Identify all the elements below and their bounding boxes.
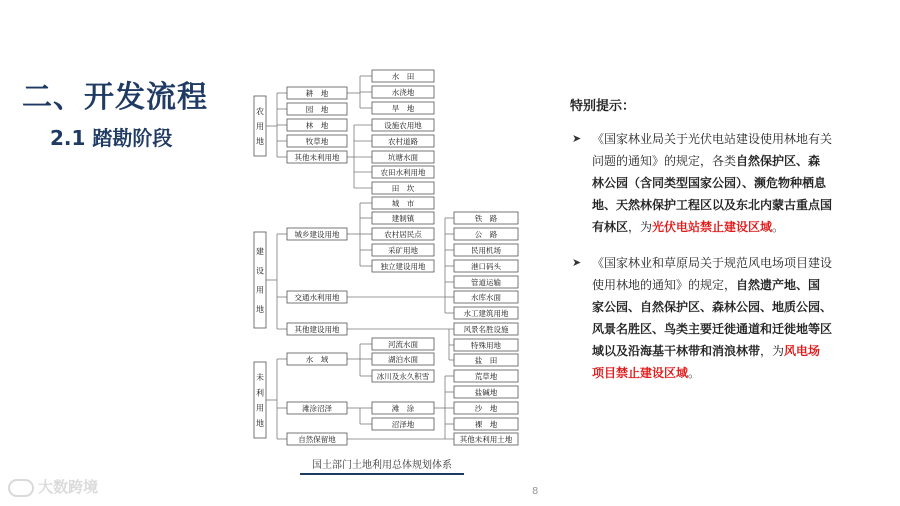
node-label: 盐 田 [474,356,498,365]
node-label: 林 地 [305,121,329,130]
arrow-bullet-icon: ➤ [572,132,582,145]
note-item-2 [570,252,832,384]
note-2-part-1: 《国家林业和草原局关于规范风电场项目建设使用林地的通知》的规定， [592,256,833,292]
node-label: 河流水面 [388,340,418,349]
root-label-char: 未 [256,373,264,383]
root-label-char: 地 [256,418,264,428]
logo-text: 大数跨境 [38,478,99,496]
root-label-char: 用 [256,122,264,131]
node-label: 水 田 [391,72,415,81]
brand-logo [8,476,98,497]
node-label: 独立建设用地 [380,262,426,271]
node-label: 盐碱地 [474,388,498,397]
node-label: 港口码头 [471,262,501,271]
note-2-part-3: ，为 [760,344,785,358]
note-1-part-5: 。 [772,220,785,234]
root-label-char: 设 [256,266,264,276]
node-label: 坑塘水面 [388,153,418,162]
root-label-char: 地 [256,137,264,146]
node-label: 湖泊水面 [388,355,418,364]
node-label: 水库水面 [471,293,501,302]
node-label: 城乡建设用地 [294,230,340,239]
note-1-part-1: 《国家林业局关于光伏电站建设使用林地有关问题的通知》的规定，各类 [592,132,833,168]
node-label: 管道运输 [471,278,501,287]
node-label: 水工建筑用地 [463,309,509,318]
arrow-bullet-icon: ➤ [572,256,582,269]
node-label: 田 坎 [391,184,415,193]
note-1-part-2: 自然保护区、森林公园（含同类型国家公园）、濒危物种栖息地、天然林保护工程区以及东北内蒙古重点国有林区 [592,154,833,234]
node-label: 农村居民点 [384,230,422,239]
node-label: 沙 地 [474,404,498,413]
root-label-char: 用 [256,403,264,413]
root-label-char: 建 [256,247,264,257]
section-subtitle: 2.1 踏勘阶段 [50,126,173,150]
note-2-part-4: 风电场项目禁止建设区域 [592,344,821,380]
page-title: 二、开发流程 [22,80,208,115]
node-label: 城 市 [391,199,415,208]
node-label: 水 域 [305,355,329,364]
node-label: 公 路 [474,230,498,239]
node-label: 荒草地 [474,372,498,381]
root-label-char: 农 [256,107,264,116]
root-label-char: 用 [256,285,264,295]
note-item-1 [570,128,832,238]
node-label: 风景名胜设施 [463,325,509,334]
note-1-part-4: 光伏电站禁止建设区域 [652,220,773,234]
node-label: 铁 路 [474,214,498,223]
node-label: 自然保留地 [298,435,336,444]
node-label: 交通水利用地 [294,293,340,302]
node-label: 冰川及永久积雪 [376,372,430,381]
node-label: 其他未利用地 [294,153,340,162]
note-1-part-3: ，为 [628,220,653,234]
node-label: 园 地 [305,105,329,114]
note-2-part-2: 自然遗产地、国家公园、自然保护区、森林公园、地质公园、风景名胜区、鸟类主要迁徙通道和迁徙地等区域以及沿海基干林带和消浪林带 [592,278,833,358]
node-label: 裸 地 [474,420,498,429]
logo-icon [8,479,34,497]
node-label: 沼泽地 [391,420,415,429]
node-label: 滩涂沼泽 [302,404,332,413]
node-label: 采矿用地 [388,246,418,255]
node-label: 其他建设用地 [294,325,340,334]
node-label: 设施农用地 [384,121,422,130]
node-label: 耕 地 [305,89,329,98]
note-2-part-5: 。 [688,366,701,380]
node-label: 农田水利用地 [380,168,426,177]
diagram-caption: 国土部门土地利用总体规划体系 [300,456,464,475]
notes-title: 特别提示： [570,99,636,114]
node-label: 水浇地 [391,88,415,97]
node-label: 特殊用地 [471,341,501,350]
node-label: 建制镇 [391,214,415,223]
node-label: 其他未利用土地 [459,435,513,444]
node-label: 旱 地 [391,104,415,113]
node-label: 农村道路 [388,137,418,146]
root-label-char: 地 [256,304,264,314]
node-label: 民用机场 [471,246,501,255]
special-notes-panel [570,96,832,398]
node-label: 牧草地 [305,137,329,146]
node-label: 滩 涂 [391,404,415,413]
page-number: 8 [532,486,539,497]
root-label-char: 利 [256,388,264,398]
